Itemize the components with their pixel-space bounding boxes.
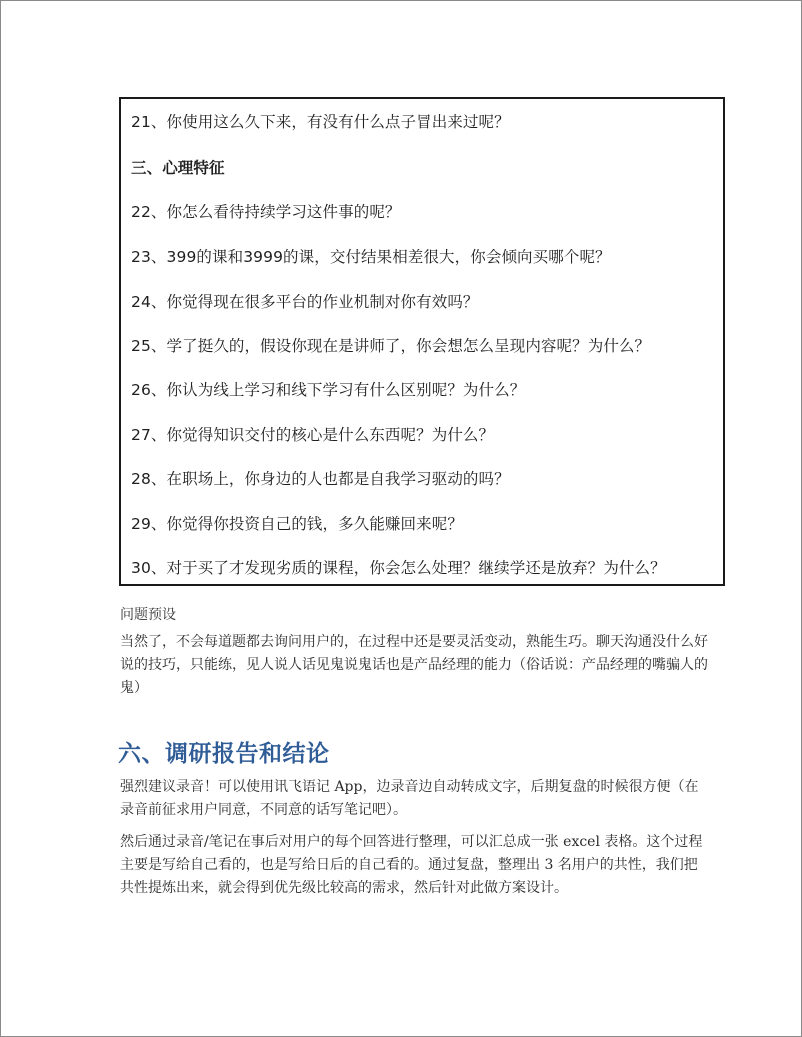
question-26: 26、你认为线上学习和线下学习有什么区别呢？为什么？ — [131, 381, 526, 399]
question-28: 28、在职场上，你身边的人也都是自我学习驱动的吗？ — [131, 470, 510, 488]
question-27: 27、你觉得知识交付的核心是什么东西呢？为什么？ — [131, 426, 495, 444]
question-list-box — [119, 97, 725, 586]
question-30: 30、对于买了才发现劣质的课程，你会怎么处理？继续学还是放弃？为什么？ — [131, 559, 666, 577]
section-title-research-report: 六、调研报告和结论 — [118, 741, 330, 767]
question-29: 29、你觉得你投资自己的钱，多久能赚回来呢？ — [131, 515, 463, 533]
paragraph-flexibility: 当然了，不会每道题都去询问用户的，在过程中还是要灵活变动，熟能生巧。聊天沟通没什么好说的技巧，只能练，见人说人话见鬼说鬼话也是产品经理的能力（俗话说：产品经理的嘴骗人的鬼） — [120, 634, 708, 696]
question-22: 22、你怎么看待持续学习这件事的呢？ — [131, 203, 401, 221]
section-heading-psychology: 三、心理特征 — [131, 159, 225, 177]
question-23: 23、399的课和3999的课，交付结果相差很大，你会倾向买哪个呢？ — [131, 248, 611, 266]
figure-caption: 问题预设 — [120, 607, 176, 623]
question-25: 25、学了挺久的，假设你现在是讲师了，你会想怎么呈现内容呢？为什么？ — [131, 337, 651, 355]
question-24: 24、你觉得现在很多平台的作业机制对你有效吗？ — [131, 293, 479, 311]
question-21: 21、你使用这么久下来，有没有什么点子冒出来过呢？ — [131, 113, 510, 131]
paragraph-recording: 强烈建议录音！可以使用讯飞语记 App，边录音边自动转成文字，后期复盘的时候很方便（在录音前征求用户同意，不同意的话写笔记吧）。 — [120, 779, 699, 818]
paragraph-summary: 然后通过录音/笔记在事后对用户的每个回答进行整理，可以汇总成一张 excel 表格。这个过程主要是写给自己看的，也是写给日后的自己看的。通过复盘，整理出 3 名用户的共性，我们把共性提炼出来，就会得到优先级比较高的需求，然后针对此做方案设计。 — [120, 834, 703, 896]
